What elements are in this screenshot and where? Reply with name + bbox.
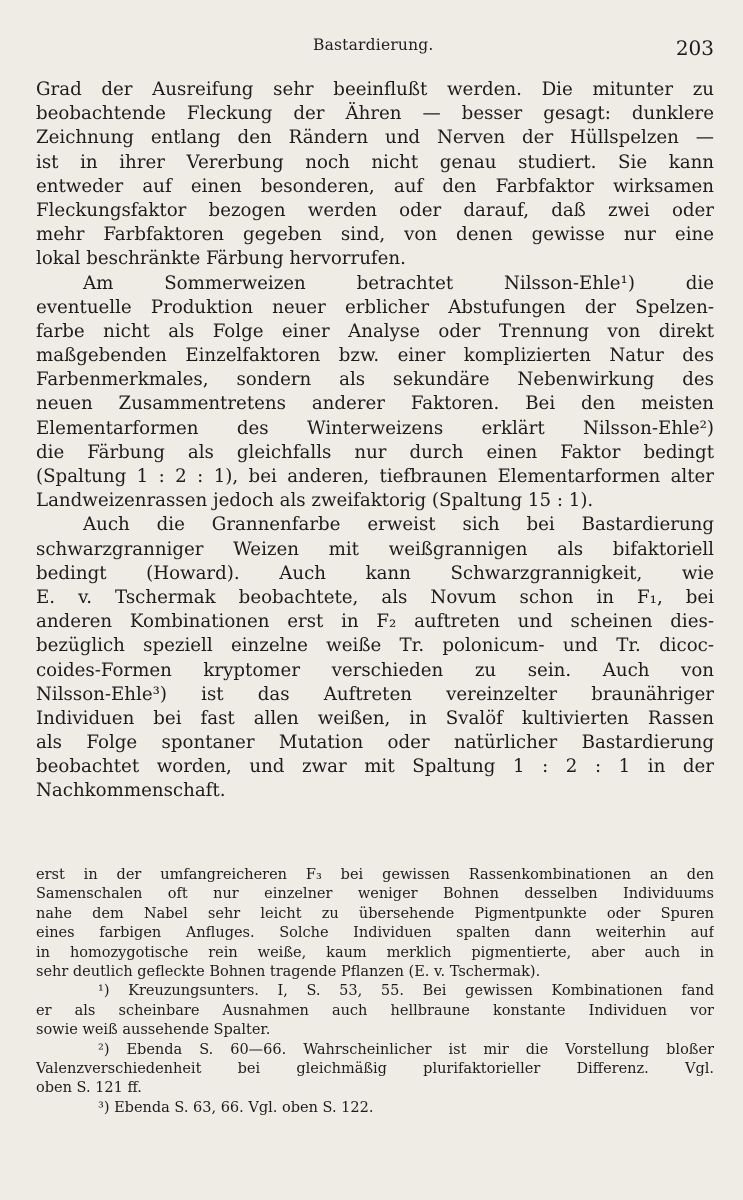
body-line: coides-Formen kryptomer verschieden zu sein. Auch von xyxy=(36,659,714,681)
body-text xyxy=(36,78,714,804)
body-line: beobachtet worden, und zwar mit Spaltung 1 : 2 : 1 in der xyxy=(36,756,714,778)
page-number: 203 xyxy=(675,36,714,60)
footnote-line: eines farbigen Anfluges. Solche Individuen spalten dann weiterhin auf xyxy=(36,925,714,942)
body-line: entweder auf einen besonderen, auf den Farbfaktor wirksamen xyxy=(36,175,714,197)
footnote-line: Samenschalen oft nur einzelner weniger Bohnen desselben Individuums xyxy=(36,886,714,903)
footnote-line: oben S. 121 ff. xyxy=(36,1080,142,1097)
body-line: neuen Zusammentretens anderer Faktoren. Bei den meisten xyxy=(36,393,714,415)
footnote-line: er als scheinbare Ausnahmen auch hellbraune konstante Individuen vor xyxy=(36,1002,714,1019)
paragraph-start: Auch die Grannenfarbe erweist sich bei Bastardierung xyxy=(83,514,714,536)
footnote-line: sehr deutlich gefleckte Bohnen tragende Pflanzen (E. v. Tschermak). xyxy=(36,963,541,980)
body-line: lokal beschränkte Färbung hervorrufen. xyxy=(36,248,406,270)
body-line: Grad der Ausreifung sehr beeinflußt werden. Die mitunter zu xyxy=(36,79,714,100)
running-title: Bastardierung. xyxy=(313,36,434,54)
body-line: bezüglich speziell einzelne weiße Tr. polonicum- und Tr. dicoc- xyxy=(36,635,714,657)
body-line: Nachkommenschaft. xyxy=(36,780,226,802)
body-line: mehr Farbfaktoren gegeben sind, von denen gewisse nur eine xyxy=(36,224,714,246)
body-line: Elementarformen des Winterweizens erklärt Nilsson-Ehle²) xyxy=(36,417,714,439)
body-line: die Färbung als gleichfalls nur durch einen Faktor bedingt xyxy=(36,441,714,463)
footnote-2: ²) Ebenda S. 60—66. Wahrscheinlicher ist mir die Vorstellung bloßer xyxy=(98,1041,714,1058)
body-line: als Folge spontaner Mutation oder natürlicher Bastardierung xyxy=(36,732,714,754)
body-line: (Spaltung 1 : 2 : 1), bei anderen, tiefbraunen Elementarformen alter xyxy=(36,466,714,487)
body-line: Farbenmerkmales, sondern als sekundäre Nebenwirkung des xyxy=(36,369,714,391)
body-line: ist in ihrer Vererbung noch nicht genau studiert. Sie kann xyxy=(36,151,714,173)
footnote-1: ¹) Kreuzungsunters. I, S. 53, 55. Bei gewissen Kombinationen fand xyxy=(98,983,714,1000)
paragraph-start: Am Sommerweizen betrachtet Nilsson-Ehle¹) die xyxy=(83,272,714,294)
body-line: bedingt (Howard). Auch kann Schwarzgrannigkeit, wie xyxy=(36,562,714,584)
footnote-line: nahe dem Nabel sehr leicht zu übersehende Pigmentpunkte oder Spuren xyxy=(36,905,714,922)
footnote-3: ³) Ebenda S. 63, 66. Vgl. oben S. 122. xyxy=(98,1099,374,1116)
footnote-line: erst in der umfangreicheren F₃ bei gewissen Rassenkombinationen an den xyxy=(36,867,714,883)
body-line: anderen Kombinationen erst in F₂ auftreten und scheinen dies- xyxy=(36,611,714,633)
body-line: Zeichnung entlang den Rändern und Nerven der Hüllspelzen — xyxy=(36,127,714,149)
body-line: Nilsson-Ehle³) ist das Auftreten vereinzelter braunähriger xyxy=(36,683,714,705)
body-line: Fleckungsfaktor bezogen werden oder darauf, daß zwei oder xyxy=(36,199,714,221)
footnote-line: in homozygotische rein weiße, kaum merklich pigmentierte, aber auch in xyxy=(36,944,714,961)
footnote-line: Valenzverschiedenheit bei gleichmäßig plurifaktorieller Differenz. Vgl. xyxy=(36,1060,714,1077)
body-line: maßgebenden Einzelfaktoren bzw. einer komplizierten Natur des xyxy=(36,345,714,367)
body-line: beobachtende Fleckung der Ähren — besser gesagt: dunklere xyxy=(36,103,714,125)
footnotes xyxy=(36,866,714,1118)
body-line: E. v. Tschermak beobachtete, als Novum schon in F₁, bei xyxy=(36,586,714,608)
body-line: schwarzgranniger Weizen mit weißgrannigen als bifaktoriell xyxy=(36,538,714,560)
footnote-line: sowie weiß aussehende Spalter. xyxy=(36,1022,271,1039)
body-line: Landweizenrassen jedoch als zweifaktorig (Spaltung 15 : 1). xyxy=(36,490,594,512)
body-line: eventuelle Produktion neuer erblicher Abstufungen der Spelzen- xyxy=(36,296,714,318)
running-head xyxy=(36,36,714,62)
body-line: farbe nicht als Folge einer Analyse oder Trennung von direkt xyxy=(36,320,714,342)
body-line: Individuen bei fast allen weißen, in Svalöf kultivierten Rassen xyxy=(36,707,714,729)
